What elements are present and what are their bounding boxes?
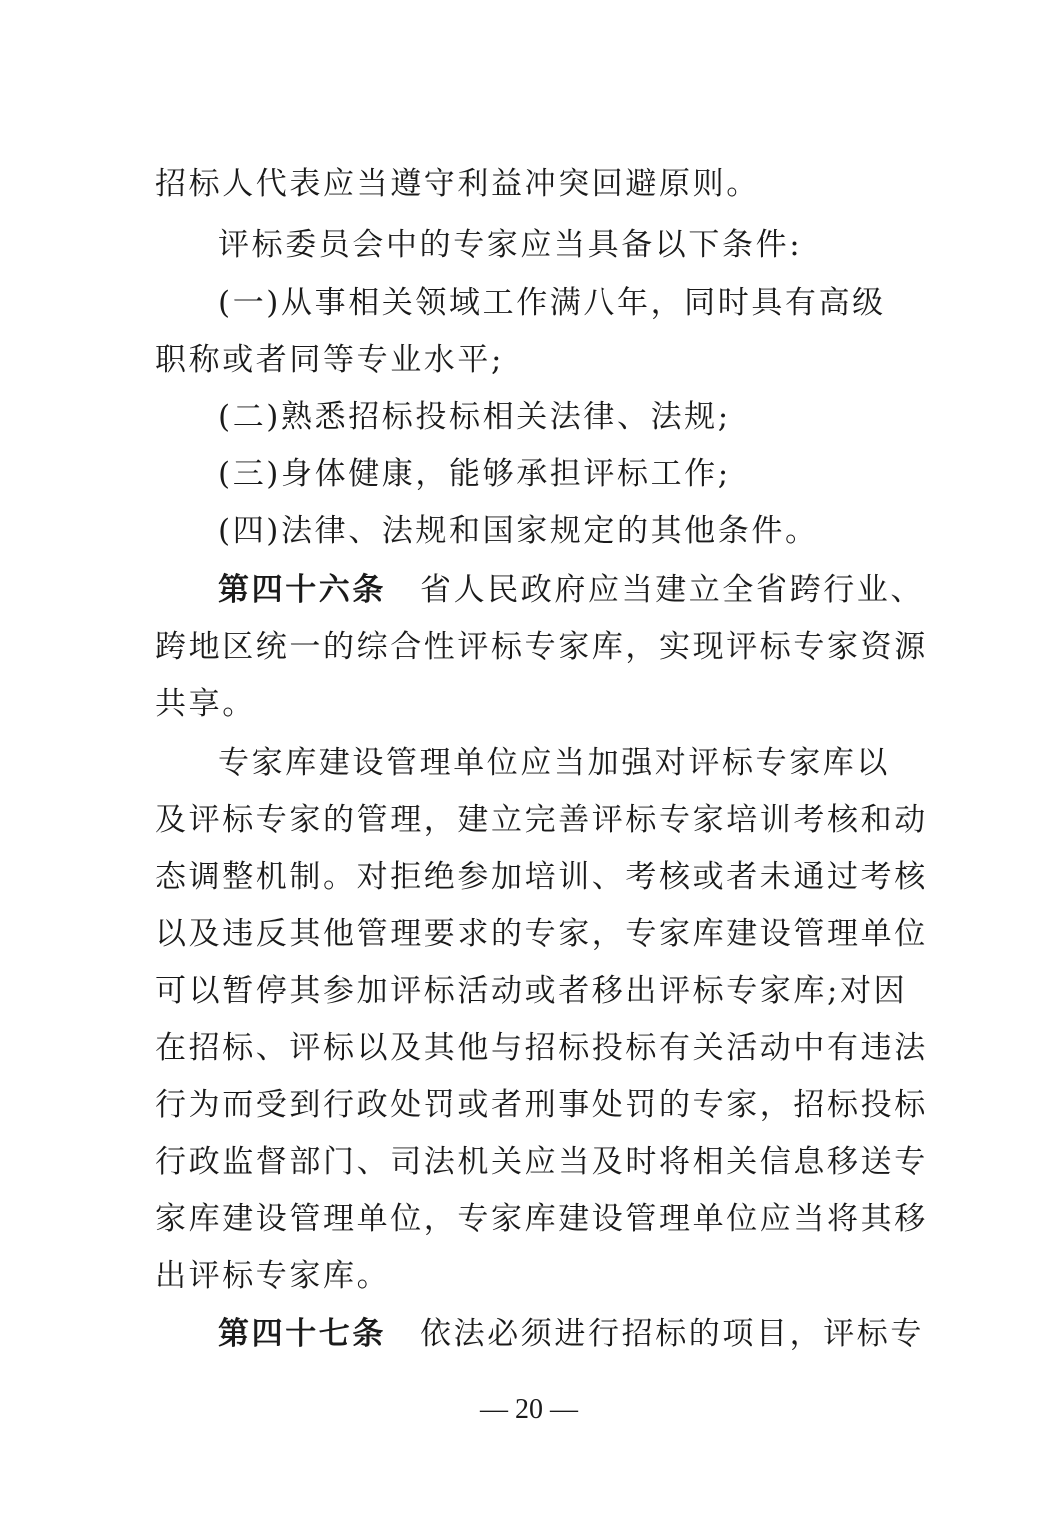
list-item-line: (三)身体健康，能够承担评标工作; <box>218 456 731 492</box>
list-item-line: 职称或者同等专业水平; <box>155 342 505 378</box>
article-46-heading-line <box>218 570 978 610</box>
article-text: 依法必须进行招标的项目，评标专 <box>420 1316 924 1352</box>
article-47-heading-line <box>218 1314 978 1354</box>
paragraph-line: 评标委员会中的专家应当具备以下条件: <box>218 227 803 263</box>
paragraph-line: 可以暂停其参加评标活动或者移出评标专家库;对因 <box>155 973 908 1009</box>
paragraph-line: 招标人代表应当遵守利益冲突回避原则。 <box>155 166 760 202</box>
paragraph-line: 态调整机制。对拒绝参加培训、考核或者未通过考核 <box>155 859 928 895</box>
article-number: 第四十七条 <box>218 1316 386 1352</box>
list-item-line: (二)熟悉招标投标相关法律、法规; <box>218 399 731 435</box>
article-text: 省人民政府应当建立全省跨行业、 <box>420 572 924 608</box>
paragraph-line: 在招标、评标以及其他与招标投标有关活动中有违法 <box>155 1030 928 1066</box>
paragraph-line: 及评标专家的管理，建立完善评标专家培训考核和动 <box>155 802 928 838</box>
paragraph-line: 跨地区统一的综合性评标专家库，实现评标专家资源 <box>155 629 928 665</box>
article-number: 第四十六条 <box>218 572 386 608</box>
page-number: — 20 — <box>480 1394 578 1425</box>
paragraph-line: 共享。 <box>155 686 256 722</box>
paragraph-line: 家库建设管理单位，专家库建设管理单位应当将其移 <box>155 1201 928 1237</box>
paragraph-line: 专家库建设管理单位应当加强对评标专家库以 <box>218 745 890 781</box>
paragraph-line: 行政监督部门、司法机关应当及时将相关信息移送专 <box>155 1144 928 1180</box>
paragraph-line: 行为而受到行政处罚或者刑事处罚的专家，招标投标 <box>155 1087 928 1123</box>
paragraph-line: 以及违反其他管理要求的专家，专家库建设管理单位 <box>155 916 928 952</box>
list-item-line: (四)法律、法规和国家规定的其他条件。 <box>218 513 819 549</box>
paragraph-line: 出评标专家库。 <box>155 1258 391 1294</box>
list-item-line: (一)从事相关领域工作满八年，同时具有高级 <box>218 285 886 321</box>
